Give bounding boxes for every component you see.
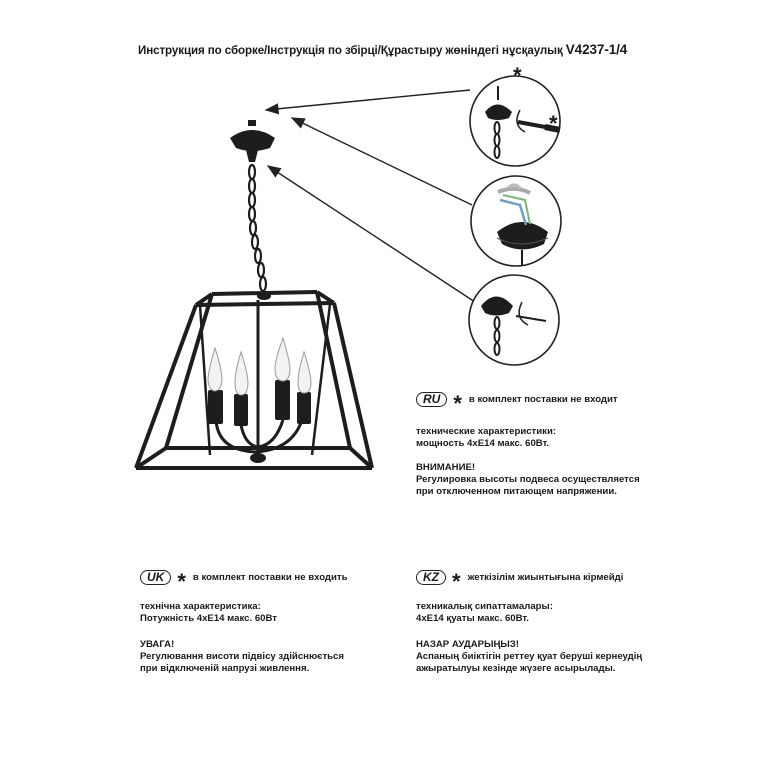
title-text: Инструкция по сборке/Інструкція по збірці/Құрастыру жөніндегі нұсқаулық xyxy=(138,44,563,57)
wiring-detail xyxy=(471,176,561,266)
uk-warning xyxy=(140,639,344,675)
chandelier-illustration xyxy=(136,120,372,468)
kz-specs-value: 4хЕ14 қуаты макс. 60Вт. xyxy=(416,613,529,624)
lang-badge-uk: UK xyxy=(140,570,171,585)
ru-header xyxy=(416,390,618,416)
ru-specs-title: технические характеристики: xyxy=(416,426,557,437)
ru-warning-title: ВНИМАНИЕ! xyxy=(416,462,476,473)
ru-warning xyxy=(416,462,640,498)
lang-badge-ru: RU xyxy=(416,392,447,407)
lang-badge-kz: KZ xyxy=(416,570,446,585)
uk-specs-value: Потужність 4хЕ14 макс. 60Вт xyxy=(140,613,277,624)
kz-specs xyxy=(416,601,553,625)
model-code: V4237-1/4 xyxy=(565,42,628,57)
asterisk-icon: * xyxy=(513,63,522,88)
asterisk-icon: * xyxy=(453,390,462,416)
uk-not-included: в комплект поставки не входить xyxy=(192,572,348,583)
uk-specs-title: технічна характеристика: xyxy=(140,601,261,612)
kz-header xyxy=(416,568,624,594)
chain-hook-detail xyxy=(469,275,559,365)
uk-header xyxy=(140,568,348,594)
kz-specs-title: техникалық сипаттамалары: xyxy=(416,601,553,612)
uk-warning-line2: при відключеній напрузі живлення. xyxy=(140,663,310,674)
ru-specs-value: мощность 4хЕ14 макс. 60Вт. xyxy=(416,438,550,449)
kz-warning-line2: ажыратылуы кезінде жүзеге асырылады. xyxy=(416,663,616,674)
ceiling-cup-detail xyxy=(470,76,560,166)
kz-warning-title: НАЗАР АУДАРЫҢЫЗ! xyxy=(416,639,519,650)
kz-not-included: жеткізілім жиынтығына кірмейді xyxy=(467,572,624,583)
uk-specs xyxy=(140,601,277,625)
kz-warning xyxy=(416,639,642,675)
uk-warning-line1: Регулювання висоти підвісу здійснюється xyxy=(140,651,344,662)
uk-warning-title: УВАГА! xyxy=(140,639,175,650)
asterisk-icon: * xyxy=(177,568,186,594)
ru-warning-line2: при отключенном питающем напряжении. xyxy=(416,486,617,497)
ru-specs xyxy=(416,426,556,450)
ru-warning-line1: Регулировка высоты подвеса осуществляется xyxy=(416,474,640,485)
asterisk-icon: * xyxy=(549,111,558,136)
asterisk-icon: * xyxy=(452,568,461,594)
kz-warning-line1: Аспаның биіктігін реттеу қуат беруші кернеудің xyxy=(416,651,643,662)
ru-not-included: в комплект поставки не входит xyxy=(468,394,618,405)
